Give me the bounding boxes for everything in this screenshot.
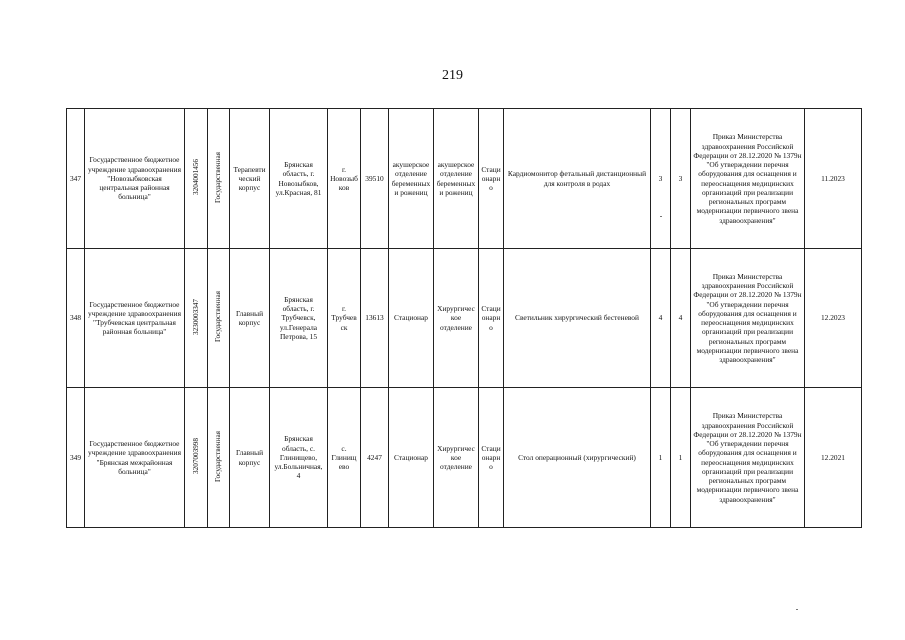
quantity-b-cell: 1	[671, 388, 691, 528]
inn-cell	[185, 109, 208, 249]
settlement-cell: г. Новозыбков	[328, 109, 361, 249]
population-cell: 39510	[361, 109, 389, 249]
address-cell: Брянская область, с. Глинищево, ул.Больничная, 4	[270, 388, 328, 528]
inn-value: 3204001456	[191, 159, 200, 196]
population-cell: 13613	[361, 249, 389, 388]
building-cell: Терапевтический корпус	[230, 109, 270, 249]
ownership-value: Государственная	[214, 291, 222, 343]
row-number: 348	[67, 249, 85, 388]
ownership-cell	[208, 109, 230, 249]
row-number: 347	[67, 109, 85, 249]
address-cell: Брянская область, г. Новозыбков, ул.Красная, 81	[270, 109, 328, 249]
inn-value: 3207003998	[191, 438, 200, 475]
care-type-cell: Стационарно	[479, 249, 504, 388]
equipment-cell: Светильник хирургический бестеневой	[504, 249, 651, 388]
page-number: 219	[442, 68, 463, 83]
ownership-cell	[208, 249, 230, 388]
table-row	[67, 109, 862, 249]
basis-cell: Приказ Министерства здравоохранения Российской Федерации от 28.12.2020 № 1379н "Об утверждении перечня оборудования для оснащения и переоснащения медицинских организаций при реализации региональных программ модернизации первичного звена здравоохранения"	[691, 109, 805, 249]
quantity-b-cell: 4	[671, 249, 691, 388]
table-row	[67, 388, 862, 528]
building-cell: Главный корпус	[230, 388, 270, 528]
organization-name: Государственное бюджетное учреждение здравоохранения "Трубчевская центральная районная больница"	[85, 249, 185, 388]
basis-cell: Приказ Министерства здравоохранения Российской Федерации от 28.12.2020 № 1379н "Об утверждении перечня оборудования для оснащения и переоснащения медицинских организаций при реализации региональных программ модернизации первичного звена здравоохранения"	[691, 249, 805, 388]
date-cell: 12.2021	[805, 388, 862, 528]
quantity-b-cell: 3	[671, 109, 691, 249]
equipment-cell: Кардиомонитор фетальный дистанционный для контроля в родах	[504, 109, 651, 249]
care-type-cell: Стационарно	[479, 109, 504, 249]
scan-speck	[796, 609, 798, 610]
unit-cell: Стационар	[389, 388, 434, 528]
table-row	[67, 249, 862, 388]
department-cell: акушерское отделение беременных и рожениц	[434, 109, 479, 249]
quantity-a-cell: 1	[651, 388, 671, 528]
organization-name: Государственное бюджетное учреждение здравоохранения "Брянская межрайонная больница"	[85, 388, 185, 528]
date-cell: 12.2023	[805, 249, 862, 388]
row-number: 349	[67, 388, 85, 528]
quantity-a-cell: 3	[651, 109, 671, 249]
quantity-a-cell: 4	[651, 249, 671, 388]
address-cell: Брянская область, г. Трубчевск, ул.Генерала Петрова, 15	[270, 249, 328, 388]
inn-value: 3230003347	[191, 298, 200, 335]
settlement-cell: с. Глинищево	[328, 388, 361, 528]
care-type-cell: Стационарно	[479, 388, 504, 528]
date-cell: 11.2023	[805, 109, 862, 249]
basis-cell: Приказ Министерства здравоохранения Российской Федерации от 28.12.2020 № 1379н "Об утверждении перечня оборудования для оснащения и переоснащения медицинских организаций при реализации региональных программ модернизации первичного звена здравоохранения"	[691, 388, 805, 528]
organization-name: Государственное бюджетное учреждение здравоохранения "Новозыбковская центральная районная больница"	[85, 109, 185, 249]
inn-cell	[185, 249, 208, 388]
unit-cell: Стационар	[389, 249, 434, 388]
ownership-value: Государственная	[214, 430, 222, 482]
population-cell: 4247	[361, 388, 389, 528]
ownership-value: Государственная	[214, 151, 222, 203]
scan-speck	[660, 216, 662, 217]
department-cell: Хирургическое отделение	[434, 388, 479, 528]
inn-cell	[185, 388, 208, 528]
equipment-cell: Стол операционный (хирургический)	[504, 388, 651, 528]
ownership-cell	[208, 388, 230, 528]
settlement-cell: г. Трубчевск	[328, 249, 361, 388]
unit-cell: акушерское отделение беременных и рожениц	[389, 109, 434, 249]
department-cell: Хирургическое отделение	[434, 249, 479, 388]
equipment-table	[66, 108, 862, 528]
building-cell: Главный корпус	[230, 249, 270, 388]
